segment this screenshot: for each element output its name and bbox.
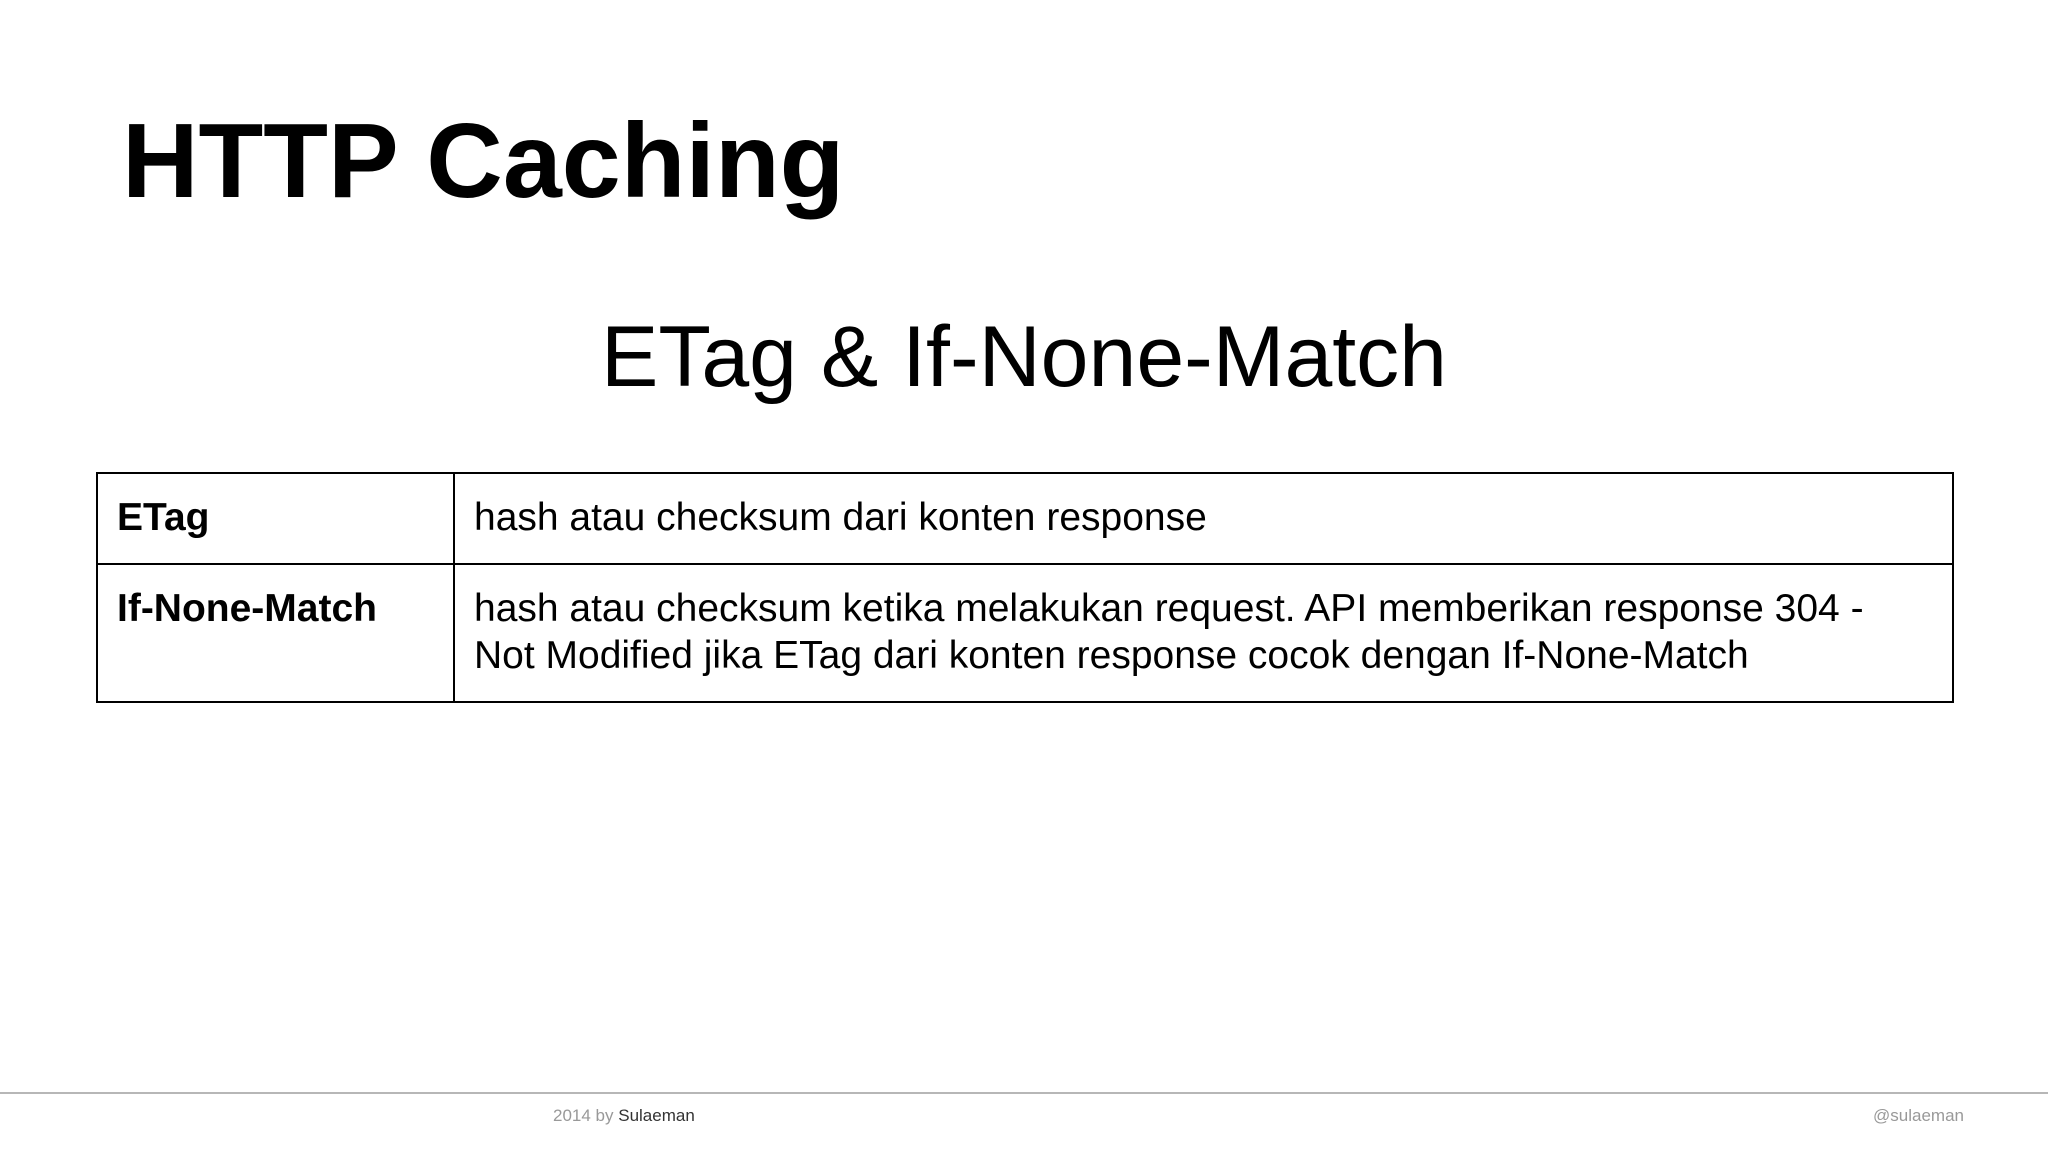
slide-title: HTTP Caching — [122, 102, 845, 220]
table-row — [97, 564, 1953, 702]
table-cell-term: If-None-Match — [97, 564, 454, 702]
footer-year: 2014 by — [553, 1106, 614, 1125]
table-row — [97, 473, 1953, 564]
slide-subtitle: ETag & If-None-Match — [600, 309, 1448, 405]
definition-table — [96, 472, 1954, 703]
table-cell-description: hash atau checksum dari konten response — [454, 473, 1953, 564]
footer-credit — [553, 1106, 695, 1126]
footer-divider — [0, 1092, 2048, 1094]
table-cell-description: hash atau checksum ketika melakukan request. API memberikan response 304 - Not Modified jika ETag dari konten response cocok dengan If-None-Match — [454, 564, 1953, 702]
footer-author: Sulaeman — [618, 1106, 695, 1125]
footer-handle: @sulaeman — [1873, 1106, 1964, 1125]
table-cell-term: ETag — [97, 473, 454, 564]
